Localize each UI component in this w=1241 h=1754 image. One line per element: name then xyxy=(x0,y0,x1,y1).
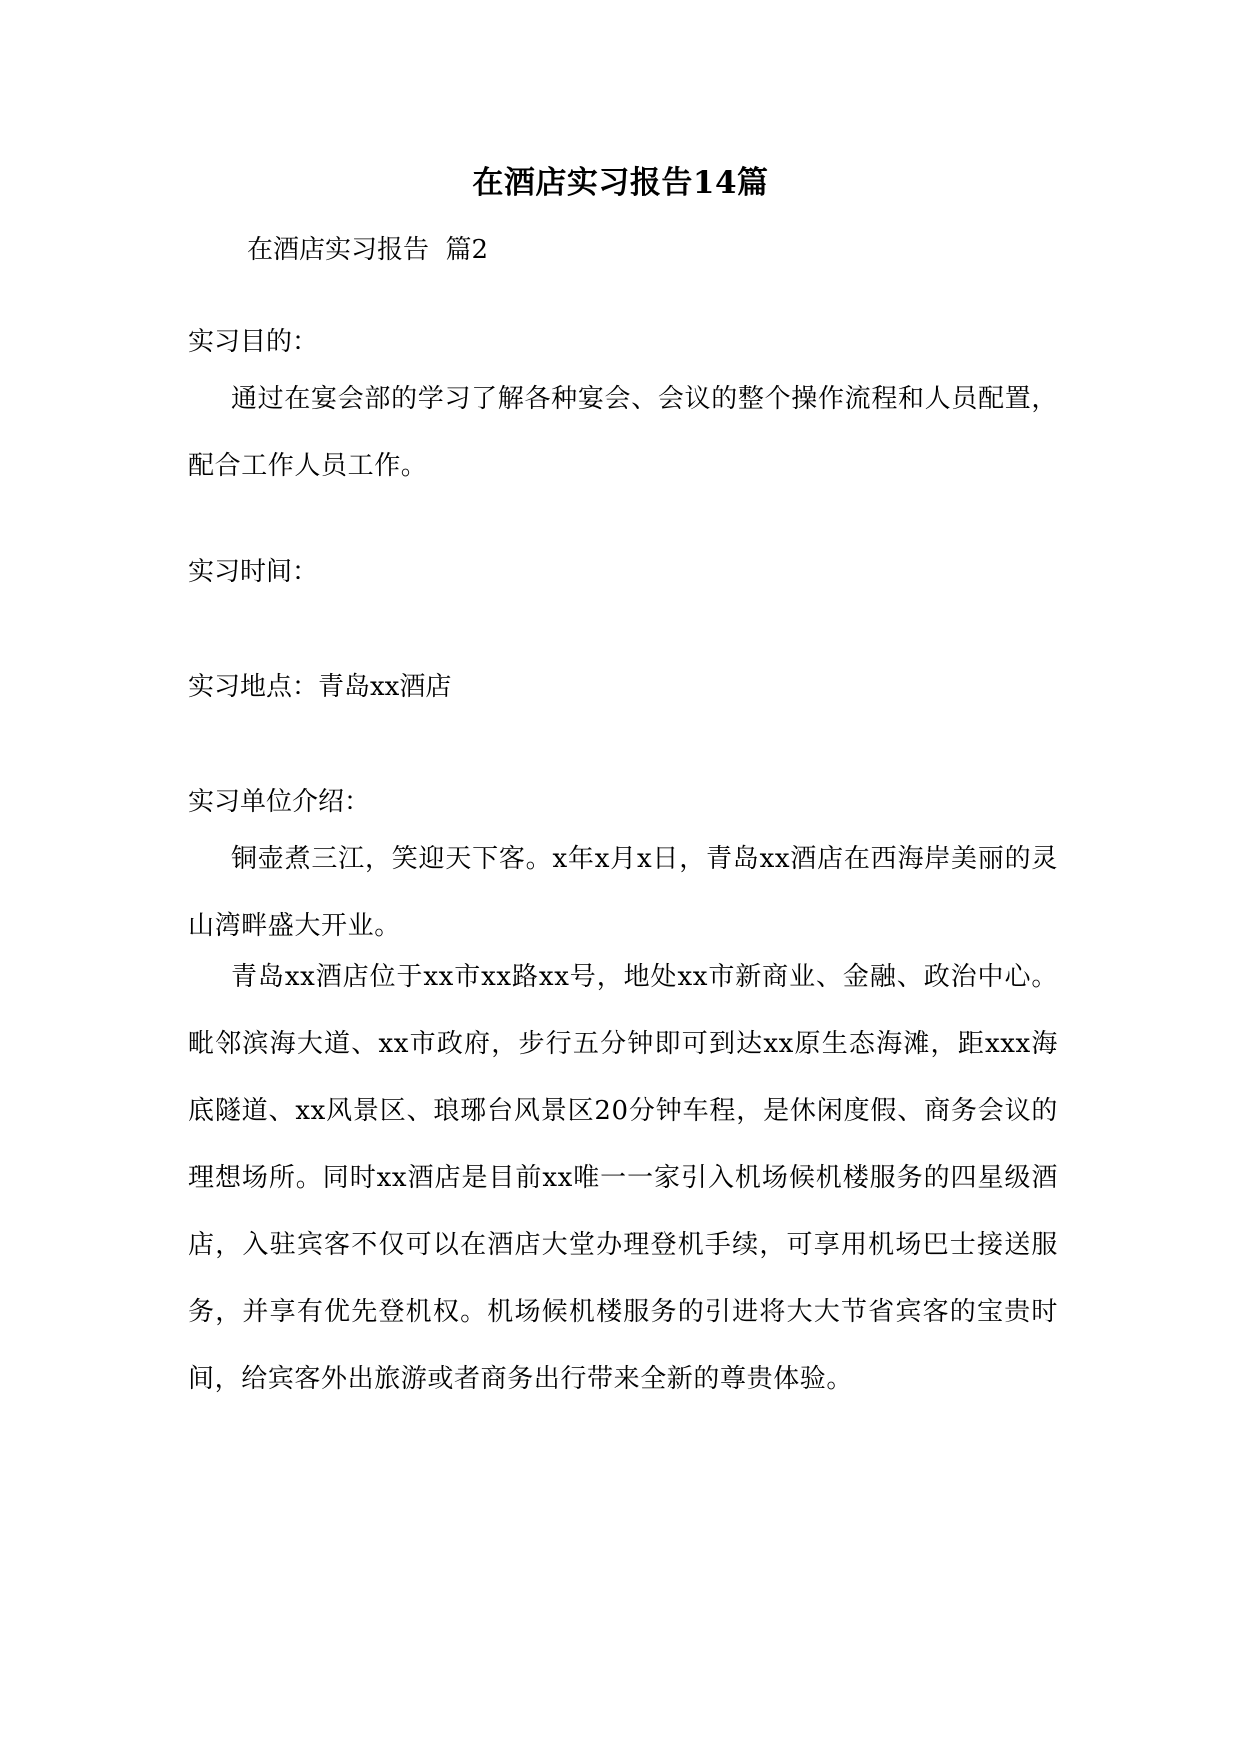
document-subtitle: 在酒店实习报告 篇2 xyxy=(247,235,489,265)
purpose-paragraph: 通过在宴会部的学习了解各种宴会、会议的整个操作流程和人员配置，配合工作人员工作。 xyxy=(188,384,1058,481)
unit-intro-paragraph-1: 铜壶煮三江，笑迎天下客。x年x月x日，青岛xx酒店在西海岸美丽的灵山湾畔盛大开业。 xyxy=(188,844,1058,941)
document-title: 在酒店实习报告14篇 xyxy=(472,165,769,201)
unit-intro-label: 实习单位介绍： xyxy=(188,787,371,817)
time-label: 实习时间： xyxy=(188,557,319,587)
location-label: 实习地点：青岛xx酒店 xyxy=(188,672,452,702)
unit-intro-paragraph-2: 青岛xx酒店位于xx市xx路xx号，地处xx市新商业、金融、政治中心。毗邻滨海大道、xx市政府，步行五分钟即可到达xx原生态海滩，距xxx海底隧道、xx风景区、琅琊台风景区20分钟车程，是休闲度假、商务会议的理想场所。同时xx酒店是目前xx唯一一家引入机场候机楼服务的四星级酒店，入驻宾客不仅可以在酒店大堂办理登机手续，可享用机场巴士接送服务，并享有优先登机权。机场候机楼服务的引进将大大节省宾客的宝贵时间，给宾客外出旅游或者商务出行带来全新的尊贵体验。 xyxy=(188,962,1058,1394)
purpose-label: 实习目的： xyxy=(188,327,319,357)
